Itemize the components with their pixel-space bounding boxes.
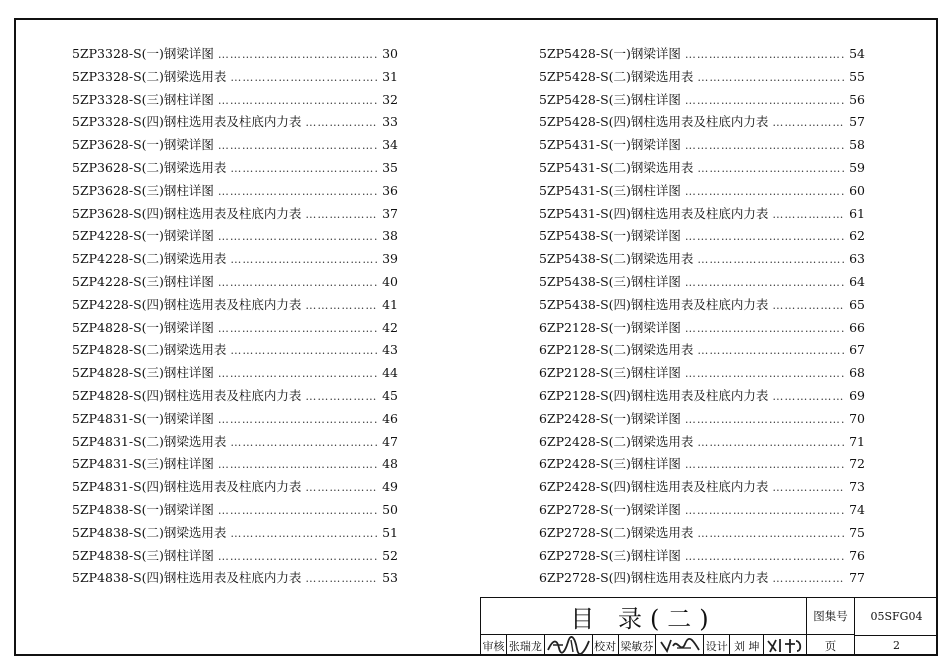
toc-entry-title: 5ZP4838-S(三)钢柱详图 xyxy=(72,547,214,563)
toc-entry xyxy=(539,90,865,113)
toc-entry-title: 5ZP5428-S(四)钢柱选用表及柱底内力表 xyxy=(539,114,769,130)
toc-dot-leader xyxy=(218,322,378,335)
toc-entry xyxy=(539,454,865,477)
toc-entry-page: 41 xyxy=(382,296,398,312)
toc-dot-leader xyxy=(305,116,378,129)
toc-entry xyxy=(539,67,865,90)
toc-entry xyxy=(72,295,398,318)
toc-entry xyxy=(539,112,865,135)
toc-dot-leader xyxy=(230,344,378,357)
toc-entry-page: 40 xyxy=(382,273,398,289)
toc-entry-title: 5ZP4831-S(二)钢梁选用表 xyxy=(72,433,227,449)
toc-entry-title: 6ZP2428-S(二)钢梁选用表 xyxy=(539,433,694,449)
toc-entry xyxy=(72,90,398,113)
toc-entry xyxy=(72,568,398,591)
toc-dot-leader xyxy=(218,48,378,61)
toc-dot-leader xyxy=(230,253,378,266)
toc-entry-title: 5ZP4228-S(四)钢柱选用表及柱底内力表 xyxy=(72,296,302,312)
review-name: 张瑞龙 xyxy=(507,635,545,656)
toc-entry-page: 36 xyxy=(382,182,398,198)
toc-entry-title: 5ZP4838-S(四)钢柱选用表及柱底内力表 xyxy=(72,570,302,586)
toc-entry-page: 39 xyxy=(382,251,398,267)
toc-entry xyxy=(539,523,865,546)
toc-entry-title: 5ZP4831-S(一)钢梁详图 xyxy=(72,410,214,426)
toc-entry-page: 68 xyxy=(849,365,865,381)
toc-entry-title: 5ZP5428-S(三)钢柱详图 xyxy=(539,91,681,107)
toc-entry-page: 42 xyxy=(382,319,398,335)
signature-row xyxy=(481,635,807,656)
toc-dot-leader xyxy=(685,504,845,517)
check-label: 校对 xyxy=(593,635,619,656)
toc-entry xyxy=(539,340,865,363)
toc-dot-leader xyxy=(305,208,378,221)
toc-dot-leader xyxy=(218,504,378,517)
toc-entry-page: 67 xyxy=(849,342,865,358)
toc-entry-title: 6ZP2128-S(四)钢柱选用表及柱底内力表 xyxy=(539,387,769,403)
toc-entry-page: 63 xyxy=(849,251,865,267)
review-signature-icon xyxy=(545,636,591,655)
toc-entry xyxy=(72,432,398,455)
toc-column-left xyxy=(72,44,398,591)
toc-dot-leader xyxy=(772,481,845,494)
toc-entry-page: 34 xyxy=(382,137,398,153)
toc-entry xyxy=(539,158,865,181)
atlas-number-value: 05SFG04 xyxy=(855,598,938,636)
toc-dot-leader xyxy=(218,276,378,289)
toc-dot-leader xyxy=(218,413,378,426)
toc-entry-title: 5ZP3628-S(三)钢柱详图 xyxy=(72,182,214,198)
toc-entry-title: 5ZP3628-S(一)钢梁详图 xyxy=(72,137,214,153)
toc-entry-title: 6ZP2128-S(一)钢梁详图 xyxy=(539,319,681,335)
toc-entry-title: 6ZP2428-S(一)钢梁详图 xyxy=(539,410,681,426)
toc-dot-leader xyxy=(772,208,845,221)
toc-entry xyxy=(72,500,398,523)
toc-entry-title: 6ZP2728-S(四)钢柱选用表及柱底内力表 xyxy=(539,570,769,586)
toc-entry-title: 6ZP2728-S(二)钢梁选用表 xyxy=(539,524,694,540)
toc-entry-page: 53 xyxy=(382,570,398,586)
toc-entry xyxy=(539,181,865,204)
toc-entry-page: 60 xyxy=(849,182,865,198)
toc-entry xyxy=(72,181,398,204)
toc-entry xyxy=(539,546,865,569)
toc-entry-page: 30 xyxy=(382,46,398,61)
toc-dot-leader xyxy=(230,71,378,84)
toc-entry-page: 57 xyxy=(849,114,865,130)
toc-entry-title: 5ZP5428-S(一)钢梁详图 xyxy=(539,46,681,61)
toc-entry-page: 69 xyxy=(849,387,865,403)
toc-entry xyxy=(72,386,398,409)
toc-entry-title: 5ZP3628-S(四)钢柱选用表及柱底内力表 xyxy=(72,205,302,221)
toc-entry xyxy=(72,249,398,272)
check-name: 梁敏芬 xyxy=(619,635,657,656)
toc-entry-page: 50 xyxy=(382,501,398,517)
toc-dot-leader xyxy=(685,48,845,61)
design-name: 刘 坤 xyxy=(730,635,764,656)
toc-entry xyxy=(72,477,398,500)
review-label: 审核 xyxy=(481,635,507,656)
toc-entry xyxy=(72,272,398,295)
toc-entry-title: 5ZP4828-S(二)钢梁选用表 xyxy=(72,342,227,358)
toc-entry xyxy=(72,409,398,432)
toc-entry xyxy=(539,386,865,409)
toc-entry-title: 6ZP2728-S(三)钢柱详图 xyxy=(539,547,681,563)
toc-entry xyxy=(539,44,865,67)
toc-dot-leader xyxy=(685,413,845,426)
toc-entry-page: 56 xyxy=(849,91,865,107)
toc-dot-leader xyxy=(685,94,845,107)
toc-entry xyxy=(72,204,398,227)
toc-entry-page: 72 xyxy=(849,456,865,472)
toc-entry xyxy=(72,318,398,341)
design-signature-icon xyxy=(765,636,805,655)
toc-entry-page: 62 xyxy=(849,228,865,244)
toc-dot-leader xyxy=(305,299,378,312)
toc-dot-leader xyxy=(218,230,378,243)
toc-entry-page: 32 xyxy=(382,91,398,107)
toc-dot-leader xyxy=(230,436,378,449)
toc-entry-page: 74 xyxy=(849,501,865,517)
title-block xyxy=(480,597,937,655)
toc-entry-page: 66 xyxy=(849,319,865,335)
atlas-number-label: 图集号 xyxy=(807,598,855,635)
toc-entry-title: 5ZP4831-S(三)钢柱详图 xyxy=(72,456,214,472)
toc-entry-title: 5ZP4828-S(三)钢柱详图 xyxy=(72,365,214,381)
toc-entry-title: 5ZP4828-S(四)钢柱选用表及柱底内力表 xyxy=(72,387,302,403)
toc-entry xyxy=(539,568,865,591)
toc-entry xyxy=(539,318,865,341)
toc-dot-leader xyxy=(772,390,845,403)
toc-dot-leader xyxy=(685,458,845,471)
check-signature-icon xyxy=(657,636,703,655)
toc-entry xyxy=(539,500,865,523)
toc-dot-leader xyxy=(685,276,845,289)
toc-entry xyxy=(72,454,398,477)
toc-entry xyxy=(72,112,398,135)
toc-entry-page: 51 xyxy=(382,524,398,540)
toc-entry-page: 76 xyxy=(849,547,865,563)
toc-dot-leader xyxy=(218,458,378,471)
toc-dot-leader xyxy=(305,572,378,585)
toc-entry xyxy=(539,204,865,227)
toc-entry xyxy=(539,295,865,318)
toc-dot-leader xyxy=(230,162,378,175)
toc-dot-leader xyxy=(697,344,845,357)
toc-entry-title: 5ZP3328-S(一)钢梁详图 xyxy=(72,46,214,61)
review-signature xyxy=(545,635,593,656)
toc-dot-leader xyxy=(697,436,845,449)
toc-entry xyxy=(72,546,398,569)
toc-entry-page: 54 xyxy=(849,46,865,61)
toc-entry-page: 64 xyxy=(849,273,865,289)
check-signature xyxy=(656,635,704,656)
toc-dot-leader xyxy=(305,481,378,494)
toc-entry xyxy=(539,249,865,272)
toc-entry-page: 58 xyxy=(849,137,865,153)
toc-entry-page: 59 xyxy=(849,159,865,175)
toc-entry xyxy=(539,432,865,455)
toc-entry-title: 5ZP3328-S(三)钢柱详图 xyxy=(72,91,214,107)
toc-entry xyxy=(72,363,398,386)
toc-dot-leader xyxy=(230,527,378,540)
toc-entry-title: 5ZP4828-S(一)钢梁详图 xyxy=(72,319,214,335)
toc-entry-title: 5ZP5431-S(三)钢柱详图 xyxy=(539,182,681,198)
toc-entry-title: 5ZP5431-S(二)钢梁选用表 xyxy=(539,159,694,175)
toc-entry-page: 61 xyxy=(849,205,865,221)
toc-entry-page: 49 xyxy=(382,479,398,495)
toc-entry-title: 5ZP3628-S(二)钢梁选用表 xyxy=(72,159,227,175)
toc-entry-title: 5ZP3328-S(二)钢梁选用表 xyxy=(72,68,227,84)
page-label: 页 xyxy=(807,635,855,656)
toc-entry-page: 48 xyxy=(382,456,398,472)
toc-dot-leader xyxy=(697,253,845,266)
toc-entry xyxy=(539,135,865,158)
toc-dot-leader xyxy=(685,367,845,380)
toc-dot-leader xyxy=(685,550,845,563)
toc-entry-page: 77 xyxy=(849,570,865,586)
toc-dot-leader xyxy=(697,71,845,84)
toc-entry-page: 46 xyxy=(382,410,398,426)
toc-dot-leader xyxy=(685,322,845,335)
toc-entry-title: 5ZP4838-S(一)钢梁详图 xyxy=(72,501,214,517)
page-number-value: 2 xyxy=(893,639,900,652)
toc-entry-page: 73 xyxy=(849,479,865,495)
toc-entry-title: 5ZP4228-S(一)钢梁详图 xyxy=(72,228,214,244)
toc-dot-leader xyxy=(218,139,378,152)
toc-entry-title: 5ZP5438-S(二)钢梁选用表 xyxy=(539,251,694,267)
toc-entry-page: 37 xyxy=(382,205,398,221)
toc-entry xyxy=(539,226,865,249)
toc-entry-title: 5ZP4228-S(三)钢柱详图 xyxy=(72,273,214,289)
toc-entry-page: 45 xyxy=(382,387,398,403)
toc-entry xyxy=(72,67,398,90)
toc-entry xyxy=(72,44,398,67)
toc-dot-leader xyxy=(305,390,378,403)
toc-dot-leader xyxy=(685,139,845,152)
toc-entry-page: 55 xyxy=(849,68,865,84)
toc-dot-leader xyxy=(772,116,845,129)
toc-entry xyxy=(72,523,398,546)
toc-entry-title: 6ZP2128-S(三)钢柱详图 xyxy=(539,365,681,381)
toc-dot-leader xyxy=(218,367,378,380)
toc-entry-title: 6ZP2728-S(一)钢梁详图 xyxy=(539,501,681,517)
toc-entry-page: 33 xyxy=(382,114,398,130)
toc-entry xyxy=(72,340,398,363)
toc-entry-page: 31 xyxy=(382,68,398,84)
design-label: 设计 xyxy=(704,635,730,656)
toc-entry xyxy=(72,135,398,158)
toc-entry-title: 5ZP5438-S(三)钢柱详图 xyxy=(539,273,681,289)
toc-entry-page: 65 xyxy=(849,296,865,312)
toc-entry xyxy=(539,363,865,386)
toc-dot-leader xyxy=(218,550,378,563)
toc-column-right xyxy=(539,44,865,591)
toc-dot-leader xyxy=(697,162,845,175)
toc-entry xyxy=(539,272,865,295)
toc-entry xyxy=(539,477,865,500)
toc-entry-page: 47 xyxy=(382,433,398,449)
toc-entry-page: 52 xyxy=(382,547,398,563)
toc-dot-leader xyxy=(218,185,378,198)
toc-entry-title: 5ZP5431-S(四)钢柱选用表及柱底内力表 xyxy=(539,205,769,221)
document-title: 目 录(二) xyxy=(481,598,807,635)
toc-entry-title: 5ZP5428-S(二)钢梁选用表 xyxy=(539,68,694,84)
toc-entry-page: 75 xyxy=(849,524,865,540)
toc-entry-page: 43 xyxy=(382,342,398,358)
toc-entry-page: 38 xyxy=(382,228,398,244)
toc-entry-title: 5ZP5431-S(一)钢梁详图 xyxy=(539,137,681,153)
toc-dot-leader xyxy=(685,230,845,243)
toc-entry-title: 5ZP4228-S(二)钢梁选用表 xyxy=(72,251,227,267)
design-signature xyxy=(764,635,806,656)
toc-dot-leader xyxy=(218,94,378,107)
toc-entry-title: 5ZP3328-S(四)钢柱选用表及柱底内力表 xyxy=(72,114,302,130)
toc-entry-title: 5ZP4838-S(二)钢梁选用表 xyxy=(72,524,227,540)
toc-entry-page: 71 xyxy=(849,433,865,449)
toc-entry xyxy=(72,158,398,181)
toc-entry xyxy=(539,409,865,432)
toc-entry-title: 6ZP2428-S(三)钢柱详图 xyxy=(539,456,681,472)
toc-entry-page: 70 xyxy=(849,410,865,426)
toc-entry-title: 5ZP5438-S(四)钢柱选用表及柱底内力表 xyxy=(539,296,769,312)
toc-entry-page: 35 xyxy=(382,159,398,175)
toc-entry-title: 5ZP4831-S(四)钢柱选用表及柱底内力表 xyxy=(72,479,302,495)
toc-entry xyxy=(72,226,398,249)
toc-entry-title: 6ZP2428-S(四)钢柱选用表及柱底内力表 xyxy=(539,479,769,495)
toc-entry-title: 5ZP5438-S(一)钢梁详图 xyxy=(539,228,681,244)
toc-dot-leader xyxy=(685,185,845,198)
toc-dot-leader xyxy=(772,572,845,585)
toc-entry-title: 6ZP2128-S(二)钢梁选用表 xyxy=(539,342,694,358)
toc-dot-leader xyxy=(697,527,845,540)
toc-dot-leader xyxy=(772,299,845,312)
toc-entry-page: 44 xyxy=(382,365,398,381)
